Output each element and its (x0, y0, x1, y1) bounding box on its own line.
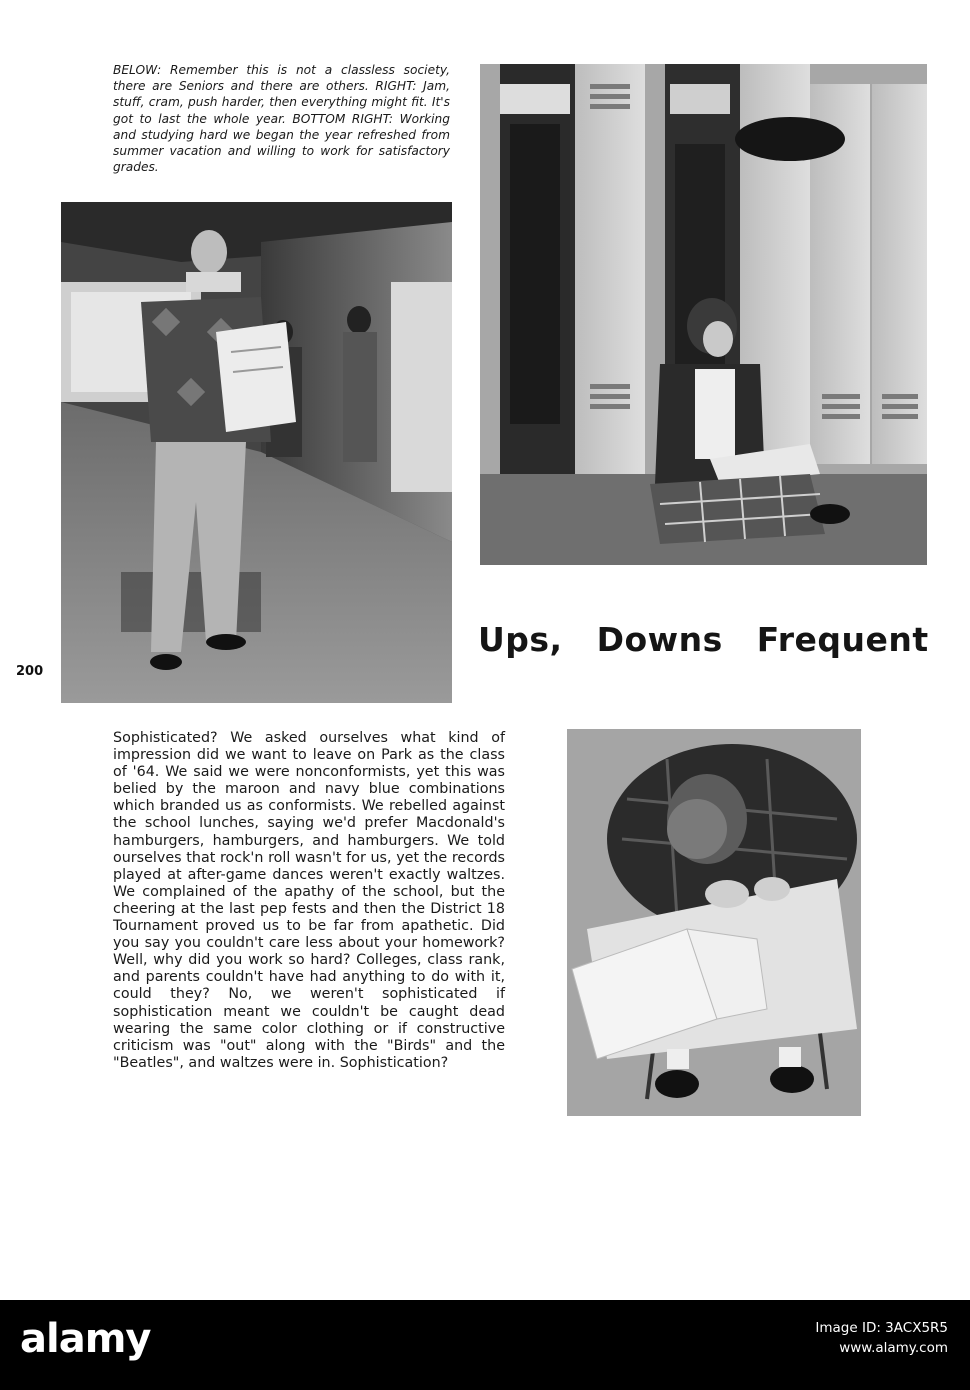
hallway-photo-drawing (61, 202, 452, 703)
headline: Ups, Downs Frequent (478, 620, 929, 659)
website-link[interactable]: www.alamy.com (839, 1340, 948, 1356)
hallway-photo (61, 202, 452, 703)
alamy-logo: alamy (20, 1316, 151, 1362)
stock-footer (0, 1300, 970, 1390)
page-number: 200 (16, 664, 44, 679)
desk-photo (567, 729, 861, 1116)
image-credit (815, 1318, 948, 1358)
desk-photo-drawing (567, 729, 861, 1116)
photo-caption: BELOW: Remember this is not a classless society, there are Seniors and there are others. RIGHT: Jam, stuff, cram, push harder, then everything might fit. It's got to last the whole year. BOTTOM RIGHT: Working and studying hard we began the year refreshed from summer vacation and willing to work for satisfactory grades. (113, 63, 450, 175)
lockers-photo-drawing (480, 64, 927, 565)
image-id: Image ID: 3ACX5R5 (815, 1320, 948, 1336)
article-body: Sophisticated? We asked ourselves what kind of impression did we want to leave on Park as the class of '64. We said we were nonconformists, yet this was belied by the maroon and navy blue combinations which branded us as conformists. We rebelled against the school lunches, saying we'd prefer Macdonald's hamburgers, hamburgers, and hamburgers. We told ourselves that rock'n roll wasn't for us, yet the records played at after-game dances weren't exactly waltzes. We complained of the apathy of the school, but the cheering at the last pep fests and then the District 18 Tournament proved us to be far from apathetic. Did you say you couldn't care less about your homework? Well, why did you work so hard? Colleges, class rank, and parents couldn't have had anything to do with it, could they? No, we weren't sophisticated if sophistication meant we couldn't be caught dead wearing the same color clothing or if constructive criticism was "out" along with the "Birds" and the "Beatles", and waltzes were in. Sophistication? (113, 730, 505, 1071)
lockers-photo (480, 64, 927, 565)
